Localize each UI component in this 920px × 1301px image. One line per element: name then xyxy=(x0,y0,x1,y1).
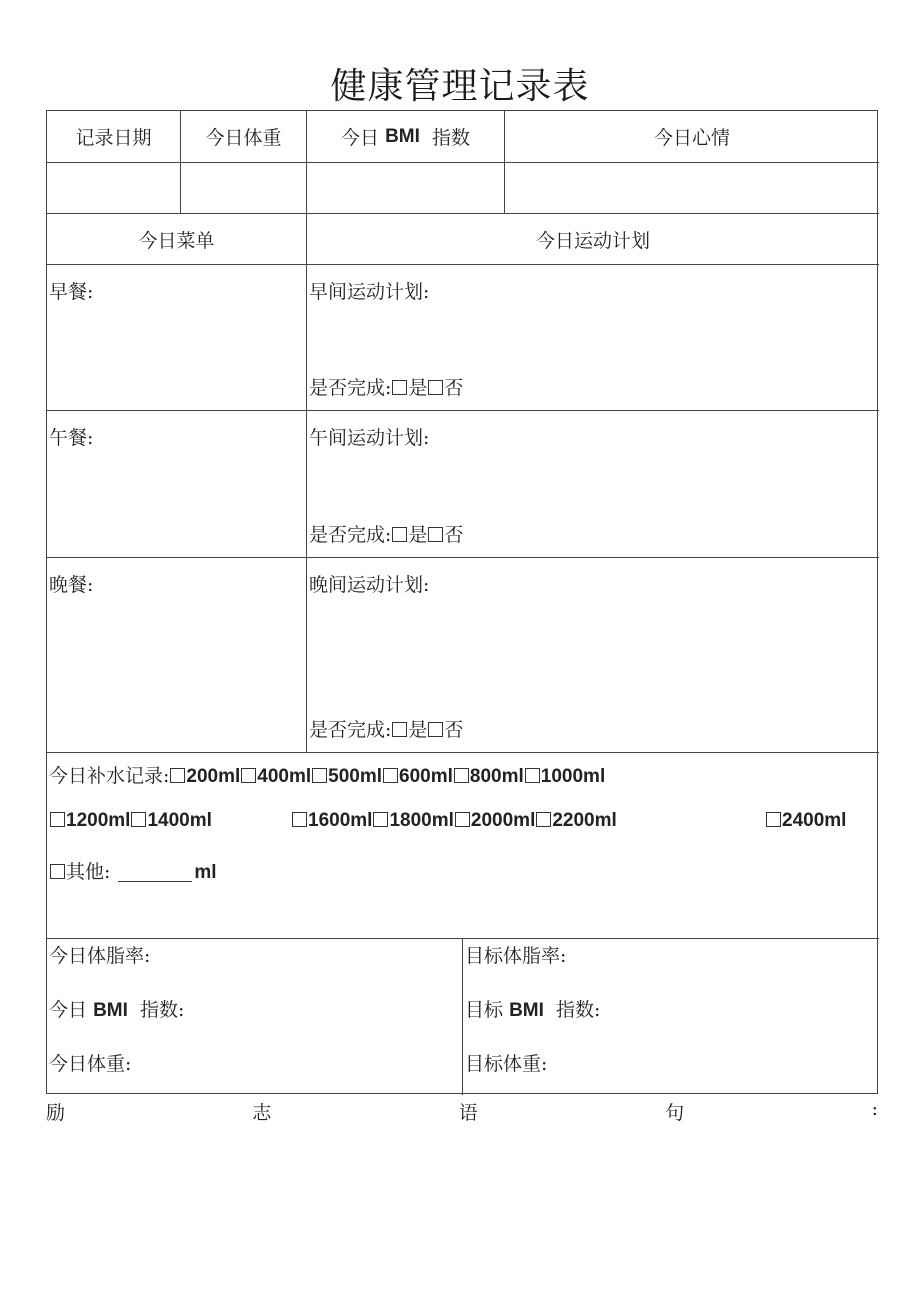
no-label: 否 xyxy=(444,719,464,741)
yes-checkbox[interactable] xyxy=(392,722,407,737)
header-bmi-abbr: BMI xyxy=(385,125,420,147)
water-checkbox[interactable] xyxy=(455,812,470,827)
today-bmi-abbr: BMI xyxy=(93,1000,128,1021)
no-label: 否 xyxy=(444,524,464,546)
motto-char: 句 xyxy=(665,1102,685,1124)
noon-exercise-label: 午间运动计划: xyxy=(309,427,430,449)
breakfast-cell[interactable] xyxy=(47,265,307,411)
water-option: 1600ml xyxy=(308,810,373,831)
mood-input-cell[interactable] xyxy=(505,163,879,214)
water-option: 500ml xyxy=(328,766,383,787)
water-checkbox[interactable] xyxy=(536,812,551,827)
water-checkbox[interactable] xyxy=(50,812,65,827)
water-option: 2400ml xyxy=(782,810,847,831)
completion-label: 是否完成: xyxy=(309,524,392,546)
water-line-2b xyxy=(291,809,617,832)
noon-exercise-cell[interactable] xyxy=(307,411,879,558)
water-record-cell xyxy=(47,753,879,939)
yes-checkbox[interactable] xyxy=(392,380,407,395)
water-checkbox[interactable] xyxy=(312,768,327,783)
water-option: 1200ml xyxy=(66,810,131,831)
water-option: 1800ml xyxy=(389,810,454,831)
yes-label: 是 xyxy=(408,524,428,546)
motto-char: 语 xyxy=(458,1102,478,1124)
lunch-cell[interactable] xyxy=(47,411,307,558)
today-stats-cell xyxy=(47,939,463,1095)
header-bmi xyxy=(307,111,505,163)
lunch-label: 午餐: xyxy=(49,427,94,449)
water-option: 2200ml xyxy=(552,810,617,831)
header-date: 记录日期 xyxy=(47,111,181,163)
evening-completion xyxy=(309,715,463,742)
water-line-3 xyxy=(49,857,217,884)
water-label: 今日补水记录: xyxy=(49,765,170,787)
no-checkbox[interactable] xyxy=(428,380,443,395)
motto-char: 励 xyxy=(46,1102,66,1124)
target-bodyfat-label: 目标体脂率: xyxy=(465,945,567,967)
water-checkbox[interactable] xyxy=(170,768,185,783)
weight-input-cell[interactable] xyxy=(181,163,307,214)
date-input-cell[interactable] xyxy=(47,163,181,214)
today-weight-label: 今日体重: xyxy=(49,1053,132,1075)
header-bmi-suffix: 指数 xyxy=(431,127,470,149)
completion-label: 是否完成: xyxy=(309,719,392,741)
water-checkbox[interactable] xyxy=(525,768,540,783)
bmi-input-cell[interactable] xyxy=(307,163,505,214)
water-line-2c xyxy=(765,809,846,832)
today-bmi-label xyxy=(49,995,184,1022)
yes-label: 是 xyxy=(408,377,428,399)
water-other-label: 其他: xyxy=(66,861,111,883)
water-option: 600ml xyxy=(399,766,453,787)
water-checkbox[interactable] xyxy=(131,812,146,827)
today-bmi-prefix: 今日 xyxy=(49,999,88,1021)
header-bmi-prefix: 今日 xyxy=(341,127,380,149)
water-option: 800ml xyxy=(469,766,524,787)
completion-label: 是否完成: xyxy=(309,377,392,399)
evening-exercise-label: 晚间运动计划: xyxy=(309,574,430,596)
evening-exercise-cell[interactable] xyxy=(307,558,879,753)
water-other-input[interactable] xyxy=(118,863,192,882)
motto-label xyxy=(46,1098,878,1124)
breakfast-label: 早餐: xyxy=(49,281,94,303)
no-checkbox[interactable] xyxy=(428,527,443,542)
motto-char: 志 xyxy=(252,1102,272,1124)
target-bmi-suffix: 指数: xyxy=(555,999,601,1021)
morning-completion xyxy=(309,373,463,400)
water-checkbox[interactable] xyxy=(292,812,307,827)
menu-section-heading: 今日菜单 xyxy=(47,214,307,265)
target-bmi-prefix: 目标 xyxy=(465,999,504,1021)
water-line-1 xyxy=(49,761,605,788)
today-bmi-suffix: 指数: xyxy=(139,999,185,1021)
water-option: 200ml xyxy=(186,766,241,787)
dinner-label: 晚餐: xyxy=(49,574,94,596)
today-bodyfat-label: 今日体脂率: xyxy=(49,945,151,967)
water-checkbox[interactable] xyxy=(383,768,398,783)
water-option: 1400ml xyxy=(147,810,212,831)
target-bmi-abbr: BMI xyxy=(509,1000,544,1021)
morning-exercise-cell[interactable] xyxy=(307,265,879,411)
water-checkbox[interactable] xyxy=(373,812,388,827)
water-other-unit: ml xyxy=(194,862,217,883)
water-checkbox[interactable] xyxy=(766,812,781,827)
target-stats-cell xyxy=(463,939,879,1095)
header-mood: 今日心情 xyxy=(505,111,879,163)
water-option: 2000ml xyxy=(470,810,536,831)
motto-char: : xyxy=(871,1098,878,1120)
header-weight: 今日体重 xyxy=(181,111,307,163)
water-other-checkbox[interactable] xyxy=(50,864,65,879)
noon-completion xyxy=(309,520,463,547)
water-option: 400ml xyxy=(257,766,312,787)
no-label: 否 xyxy=(444,377,464,399)
page-title: 健康管理记录表 xyxy=(330,66,590,107)
morning-exercise-label: 早间运动计划: xyxy=(309,281,430,303)
target-bmi-label xyxy=(465,995,600,1022)
water-option: 1000ml xyxy=(540,766,606,787)
no-checkbox[interactable] xyxy=(428,722,443,737)
target-weight-label: 目标体重: xyxy=(465,1053,548,1075)
exercise-section-heading: 今日运动计划 xyxy=(307,214,879,265)
water-line-2 xyxy=(49,809,212,832)
record-form xyxy=(46,110,878,1094)
water-checkbox[interactable] xyxy=(454,768,469,783)
yes-checkbox[interactable] xyxy=(392,527,407,542)
water-checkbox[interactable] xyxy=(241,768,256,783)
yes-label: 是 xyxy=(408,719,428,741)
dinner-cell[interactable] xyxy=(47,558,307,753)
